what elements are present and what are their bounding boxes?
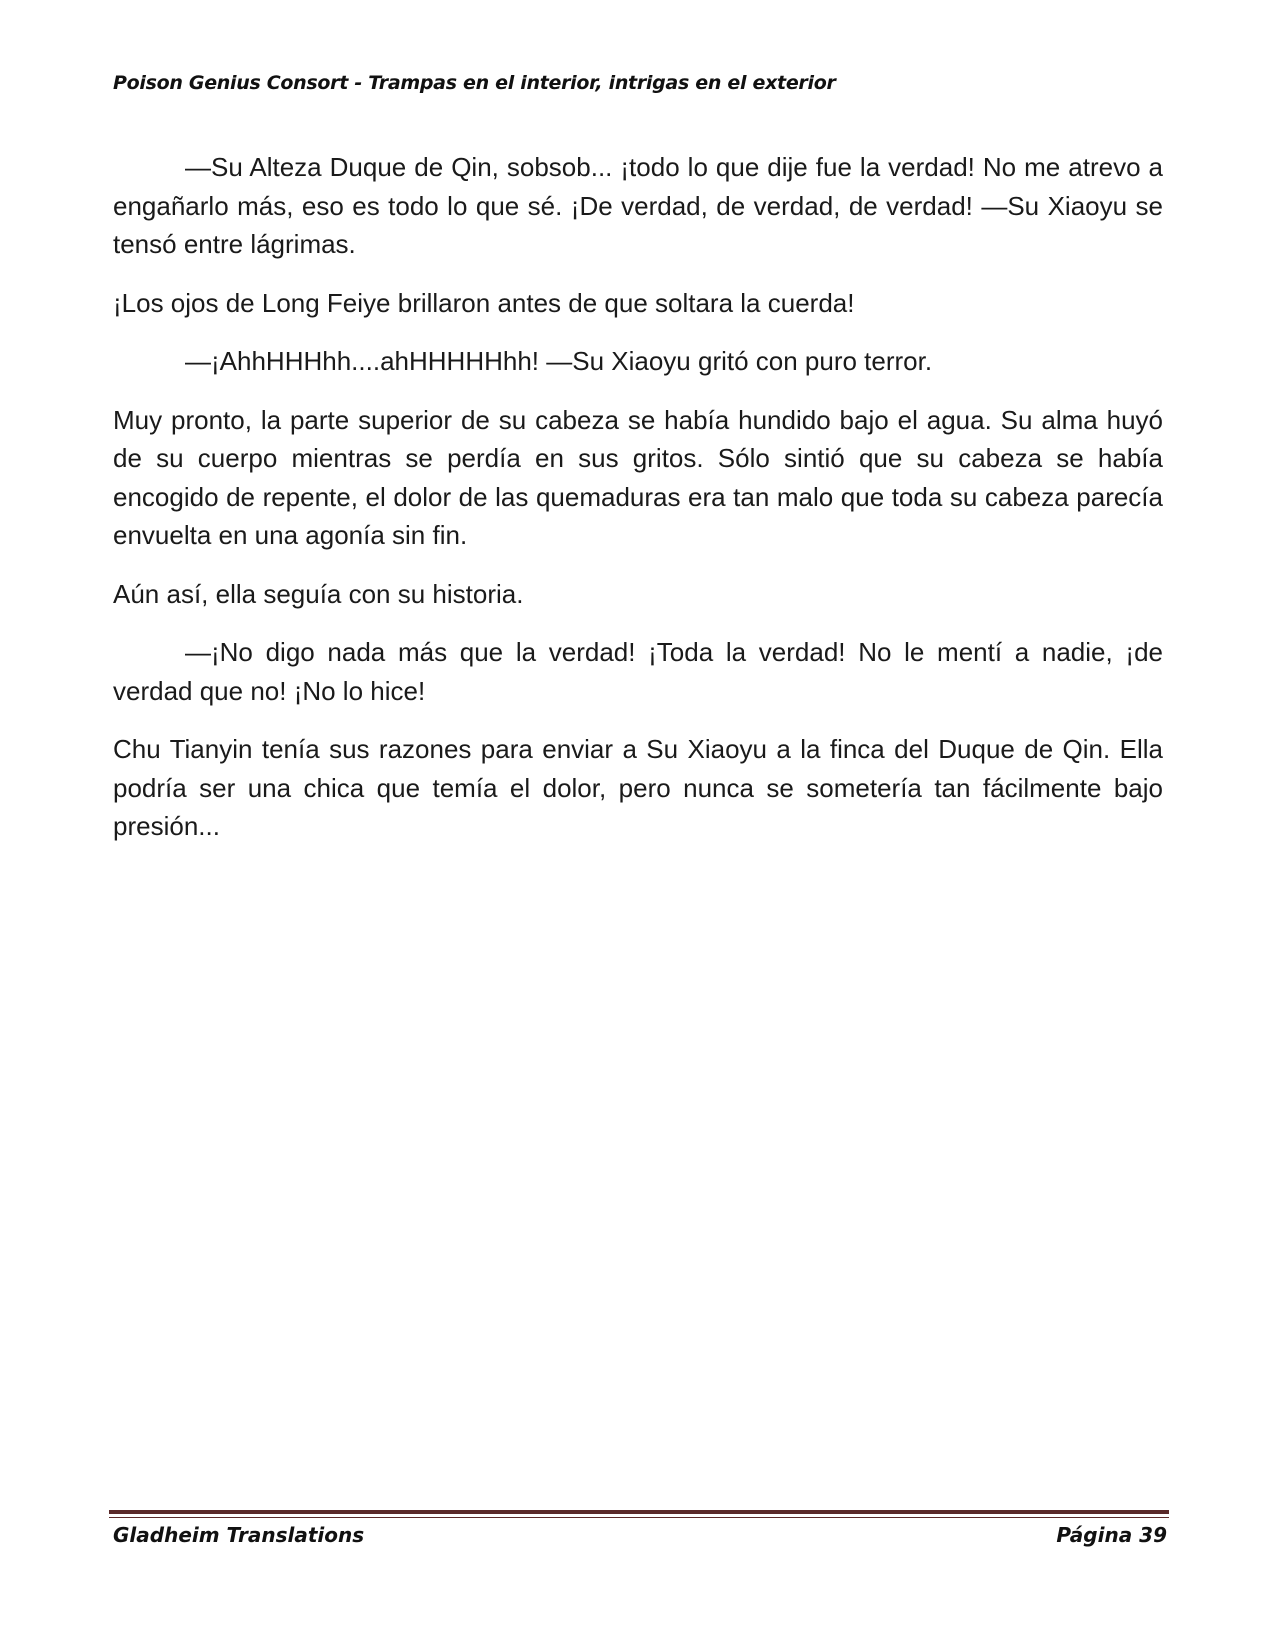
footer-publisher: Gladheim Translations [113, 1523, 365, 1547]
footer-divider [109, 1510, 1169, 1514]
running-header: Poison Genius Consort - Trampas en el interior, intrigas en el exterior [113, 72, 836, 94]
paragraph-7: Chu Tianyin tenía sus razones para enviar a Su Xiaoyu a la finca del Duque de Qin. Ella podría ser una chica que temía el dolor, pero nunca se sometería tan fácilmente bajo presión... [113, 734, 1163, 841]
footer-divider-thin [109, 1517, 1169, 1518]
paragraph-3: —¡AhhHHHhh....ahHHHHHhh! —Su Xiaoyu gritó con puro terror. [185, 346, 933, 376]
paragraph-4: Muy pronto, la parte superior de su cabeza se había hundido bajo el agua. Su alma huyó de su cuerpo mientras se perdía en sus gritos. Sólo sintió que su cabeza se había encogido de repente, el dolor de las quemaduras era tan malo que toda su cabeza parecía envuelta en una agonía sin fin. [113, 404, 1163, 550]
footer-page-number: Página 39 [1056, 1523, 1167, 1547]
paragraph-6: —¡No digo nada más que la verdad! ¡Toda la verdad! No le mentí a nadie, ¡de verdad que no! ¡No lo hice! [113, 637, 1163, 706]
page-body [113, 148, 1163, 866]
paragraph-2: ¡Los ojos de Long Feiye brillaron antes de que soltara la cuerda! [113, 287, 855, 318]
paragraph-5: Aún así, ella seguía con su historia. [113, 578, 524, 609]
paragraph-1: —Su Alteza Duque de Qin, sobsob... ¡todo lo que dije fue la verdad! No me atrevo a engañarlo más, eso es todo lo que sé. ¡De verdad, de verdad, de verdad! —Su Xiaoyu se tensó entre lágrimas. [113, 152, 1163, 259]
